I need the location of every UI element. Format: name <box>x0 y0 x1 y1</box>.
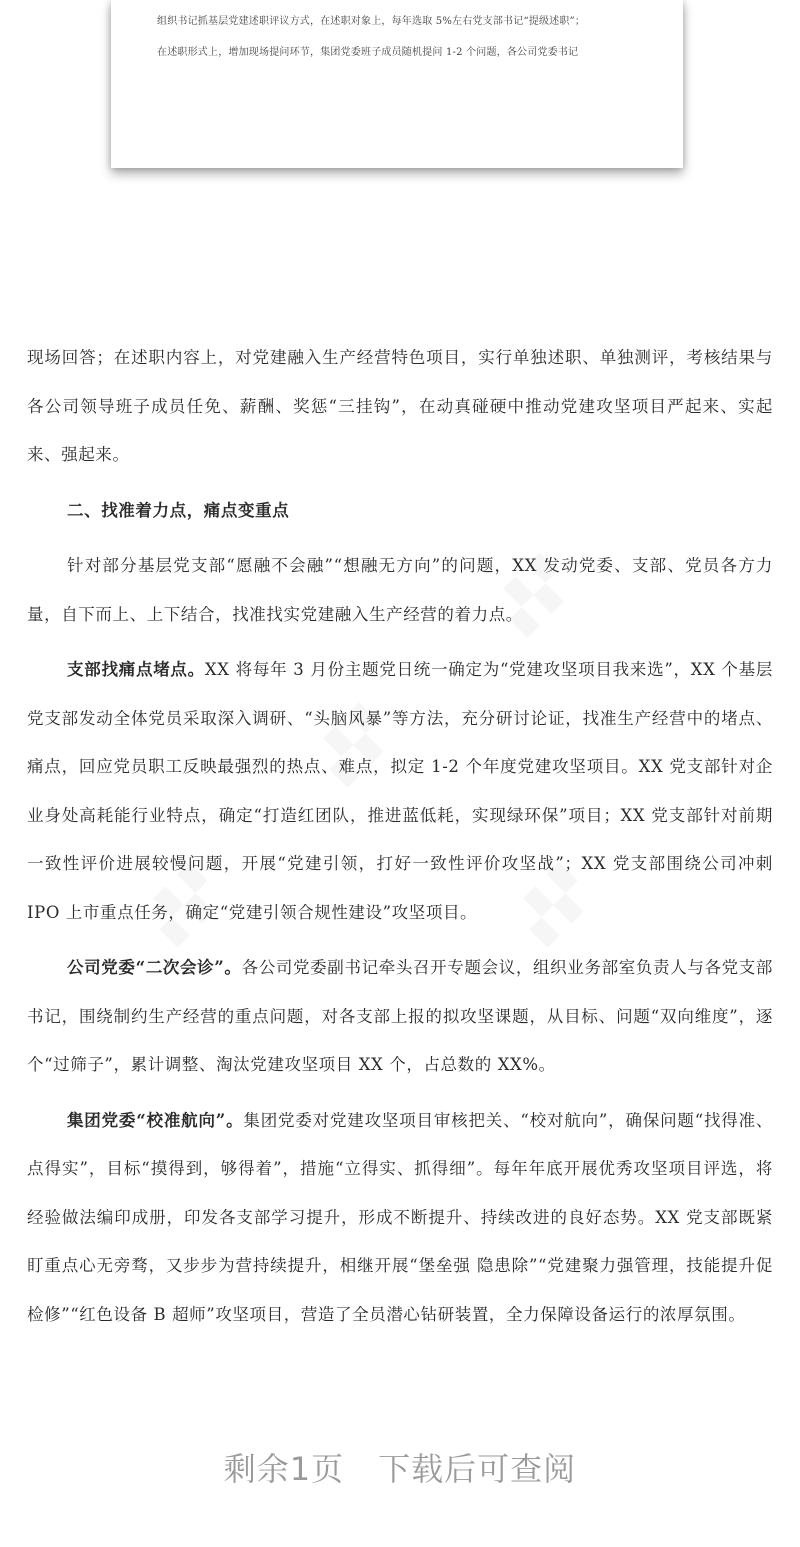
document-preview-card <box>111 0 683 168</box>
paragraph-text: 各公司党委副书记牵头召开专题会议，组织业务部室负责人与各党支部书记，围绕制约生产经营的重点问题，对各支部上报的拟攻坚课题，从目标、问题“双向维度”，逐个“过筛子”，累计调整、淘汰党建攻坚项目 XX 个，占总数的 XX%。 <box>27 958 773 1074</box>
paragraph <box>27 646 773 937</box>
paragraph <box>27 944 773 1090</box>
preview-text-line: 组织书记抓基层党建述职评议方式，在述职对象上，每年选取 5%左右党支部书记“提级述职”； <box>157 16 586 27</box>
remaining-pages-banner[interactable] <box>0 1444 800 1490</box>
paragraph <box>27 1097 773 1340</box>
article-body <box>27 334 773 1339</box>
preview-text-line: 在述职形式上，增加现场提问环节，集团党委班子成员随机提问 1-2 个问题，各公司党委书记 <box>157 47 579 58</box>
download-to-view-label: 下载后可查阅 <box>378 1450 577 1488</box>
remaining-pages-label: 剩余1页 <box>223 1450 345 1488</box>
paragraph-text: XX 将每年 3 月份主题党日统一确定为“党建攻坚项目我来选”，XX 个基层党支部发动全体党员采取深入调研、“头脑风暴”等方法，充分研讨论证，找准生产经营中的堵点、痛点，回应党员职工反映最强烈的热点、难点，拟定 1-2 个年度党建攻坚项目。XX 党支部针对企业身处高耗能行业特点，确定“打造红团队，推进蓝低耗，实现绿环保”项目；XX 党支部针对前期一致性评价进展较慢问题，开展“党建引领，打好一致性评价攻坚战”；XX 党支部围绕公司冲刺 IPO 上市重点任务，确定“党建引领合规性建设”攻坚项目。 <box>27 660 773 922</box>
paragraph: 现场回答；在述职内容上，对党建融入生产经营特色项目，实行单独述职、单独测评，考核结果与各公司领导班子成员任免、薪酬、奖惩“三挂钩”，在动真碰硬中推动党建攻坚项目严起来、实起来、强起来。 <box>27 348 773 464</box>
paragraph: 针对部分基层党支部“愿融不会融”“想融无方向”的问题，XX 发动党委、支部、党员各方力量，自下而上、上下结合，找准找实党建融入生产经营的着力点。 <box>27 556 773 624</box>
paragraph-lead: 集团党委“校准航向”。 <box>67 1110 244 1130</box>
paragraph-lead: 支部找痛点堵点。 <box>67 660 205 679</box>
section-heading: 二、找准着力点，痛点变重点 <box>67 500 290 520</box>
paragraph-text: 集团党委对党建攻坚项目审核把关、“校对航向”，确保问题“找得准、点得实”，目标“摸得到，够得着”，措施“立得实、抓得细”。每年年底开展优秀攻坚项目评选，将经验做法编印成册，印发各支部学习提升，形成不断提升、持续改进的良好态势。XX 党支部既紧盯重点心无旁骛，又步步为营持续提升，相继开展“堡垒强 隐患除”“党建聚力强管理，技能提升促检修”“红色设备 B 超师”攻坚项目，营造了全员潜心钻研装置，全力保障设备运行的浓厚氛围。 <box>27 1110 773 1324</box>
paragraph-lead: 公司党委“二次会诊”。 <box>67 958 242 977</box>
